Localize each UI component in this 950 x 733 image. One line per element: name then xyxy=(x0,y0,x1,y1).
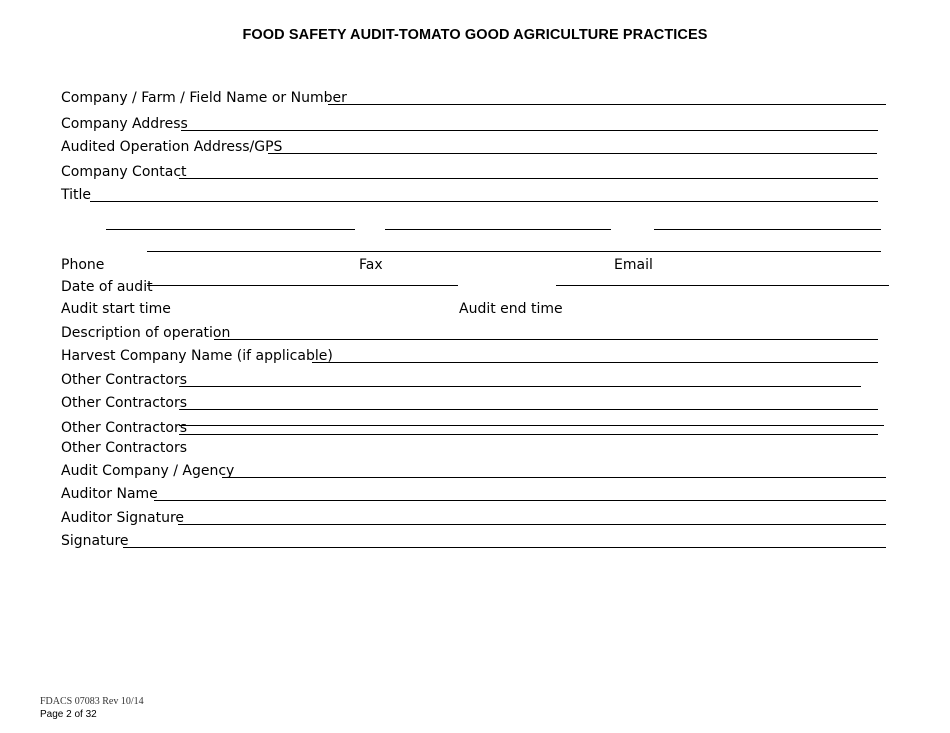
other-contractors-field-2[interactable] xyxy=(179,409,878,410)
company-contact-row xyxy=(61,164,187,184)
date-of-audit-field[interactable] xyxy=(147,285,458,286)
auditor-signature-field[interactable] xyxy=(178,524,886,525)
other-contractors-field-3[interactable] xyxy=(179,434,878,435)
auditor-signature-label: Auditor Signature xyxy=(61,510,185,526)
phone-field[interactable] xyxy=(106,229,355,230)
other-contractors-row-2 xyxy=(61,395,187,415)
harvest-company-row xyxy=(61,348,333,368)
company-address-label: Company Address xyxy=(61,116,188,132)
audit-end-label: Audit end time xyxy=(459,301,563,317)
signature-label: Signature xyxy=(61,533,129,549)
phone-label: Phone xyxy=(61,257,105,273)
other-contractors-label: Other Contractors xyxy=(61,440,188,456)
page-number: Page 2 of 32 xyxy=(40,709,97,720)
harvest-company-label: Harvest Company Name (if applicable) xyxy=(61,348,333,364)
auditor-name-field[interactable] xyxy=(154,500,886,501)
company-name-row xyxy=(61,90,347,110)
page-title: FOOD SAFETY AUDIT-TOMATO GOOD AGRICULTURE PRACTICES xyxy=(242,27,708,43)
audit-company-field[interactable] xyxy=(222,477,886,478)
form-id: FDACS 07083 Rev 10/14 xyxy=(40,696,144,707)
signature-row xyxy=(61,533,129,553)
other-contractors-field-1[interactable] xyxy=(179,386,861,387)
signature-field[interactable] xyxy=(123,547,886,548)
other-contractors-field-3a[interactable] xyxy=(179,425,884,426)
auditor-signature-row xyxy=(61,510,184,530)
audit-company-label: Audit Company / Agency xyxy=(61,463,235,479)
company-contact-field[interactable] xyxy=(179,178,878,179)
email-field[interactable] xyxy=(654,229,881,230)
description-row xyxy=(61,325,230,345)
harvest-company-field[interactable] xyxy=(312,362,878,363)
audit-company-row xyxy=(61,463,234,483)
contact-extra-line[interactable] xyxy=(147,251,881,252)
company-name-label: Company / Farm / Field Name or Number xyxy=(61,90,347,106)
fax-field[interactable] xyxy=(385,229,611,230)
description-label: Description of operation xyxy=(61,325,231,341)
audit-start-label: Audit start time xyxy=(61,301,171,317)
fax-label: Fax xyxy=(359,257,383,273)
audited-address-row xyxy=(61,139,282,159)
company-contact-label: Company Contact xyxy=(61,164,187,180)
company-address-field[interactable] xyxy=(181,130,878,131)
auditor-name-row xyxy=(61,486,158,506)
title-field-label: Title xyxy=(61,187,92,203)
date-of-audit-label: Date of audit xyxy=(61,279,153,295)
other-contractors-row-3 xyxy=(61,420,187,440)
description-field[interactable] xyxy=(214,339,878,340)
other-contractors-label: Other Contractors xyxy=(61,420,188,436)
company-address-row xyxy=(61,116,188,136)
auditor-name-label: Auditor Name xyxy=(61,486,158,502)
other-contractors-label: Other Contractors xyxy=(61,395,188,411)
audited-address-field[interactable] xyxy=(268,153,877,154)
other-contractors-row-1 xyxy=(61,372,187,392)
date-of-audit-extra-field[interactable] xyxy=(556,285,889,286)
company-name-field[interactable] xyxy=(328,104,886,105)
title-row xyxy=(61,187,91,207)
other-contractors-label: Other Contractors xyxy=(61,372,188,388)
title-field[interactable] xyxy=(90,201,878,202)
audited-address-label: Audited Operation Address/GPS xyxy=(61,139,283,155)
email-label: Email xyxy=(614,257,653,273)
